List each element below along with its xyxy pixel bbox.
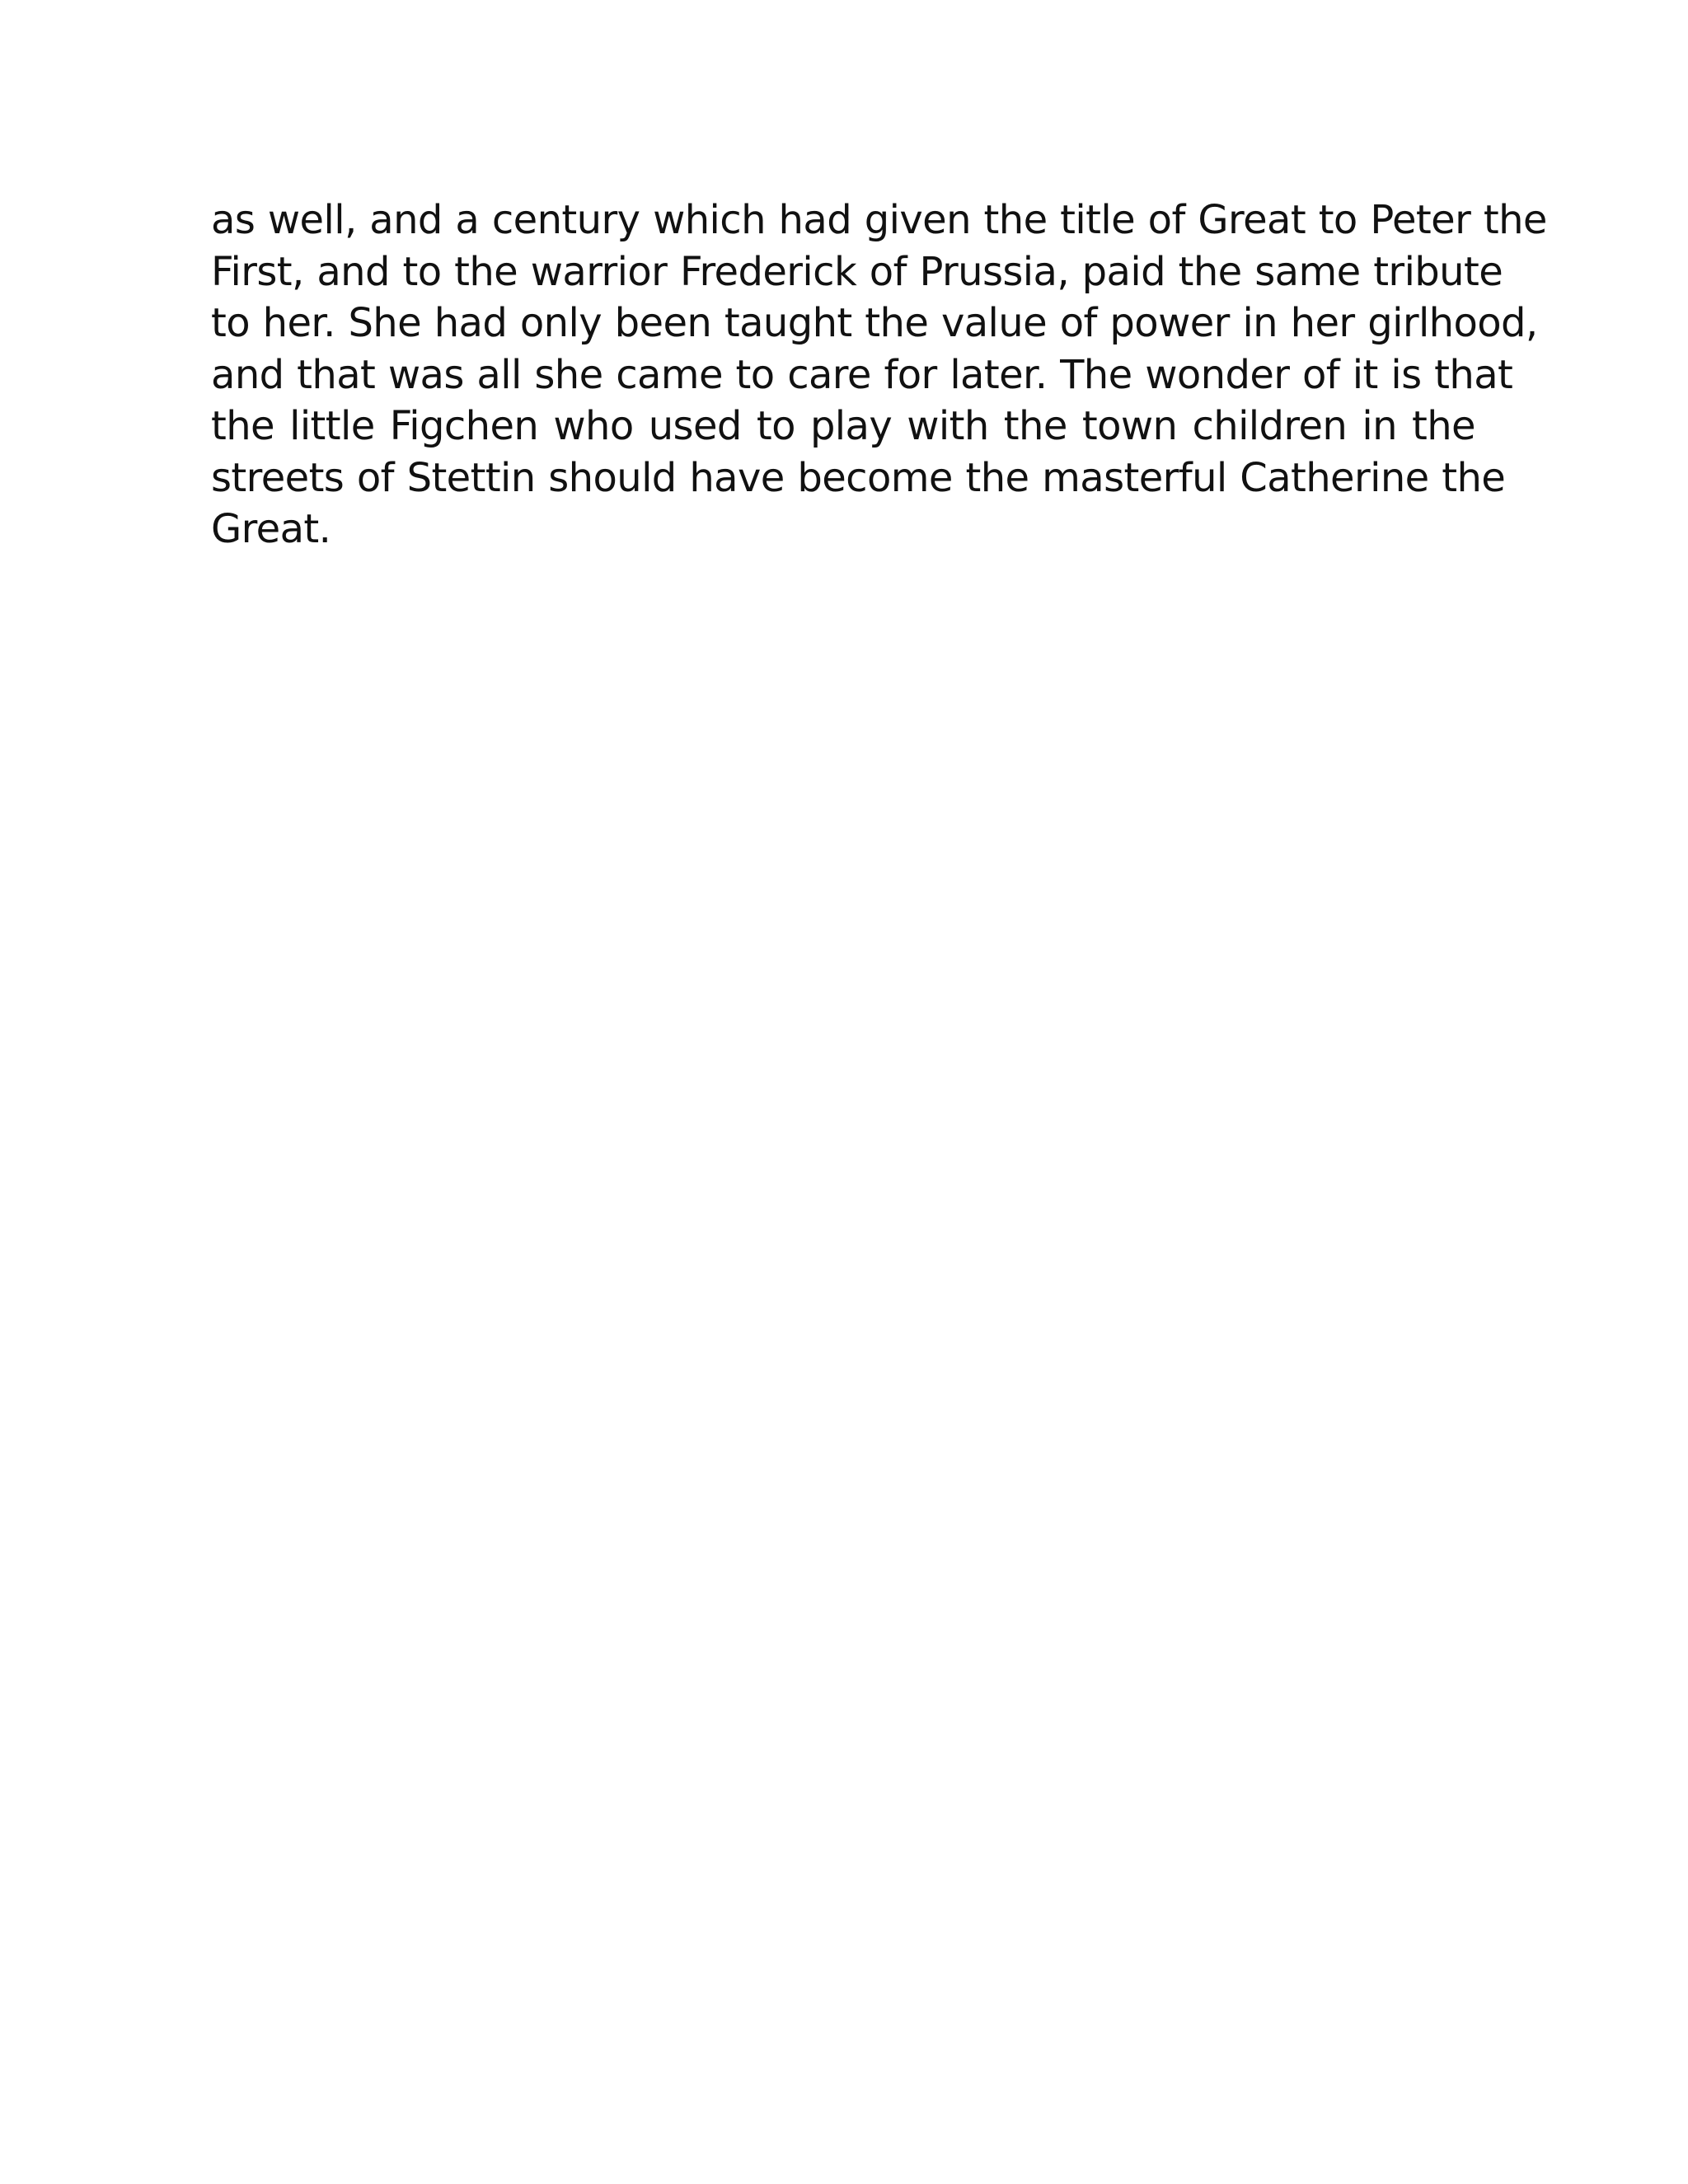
paragraph-line: as well, and a century which had given the title of Great to Peter the bbox=[211, 197, 1547, 243]
paragraph-line: to her. She had only been taught the value of power in her girlhood, bbox=[211, 300, 1538, 346]
paragraph-line: First, and to the warrior Frederick of Prussia, paid the same tribute bbox=[211, 248, 1503, 295]
paragraph-line: Great. bbox=[211, 506, 331, 552]
paragraph-line: streets of Stettin should have become the masterful Catherine the bbox=[211, 454, 1506, 501]
paragraph-line: and that was all she came to care for later. The wonder of it is that bbox=[211, 351, 1513, 398]
body-paragraph bbox=[211, 194, 1547, 555]
paragraph-line: the little Figchen who used to play with the town children in the bbox=[211, 403, 1475, 449]
